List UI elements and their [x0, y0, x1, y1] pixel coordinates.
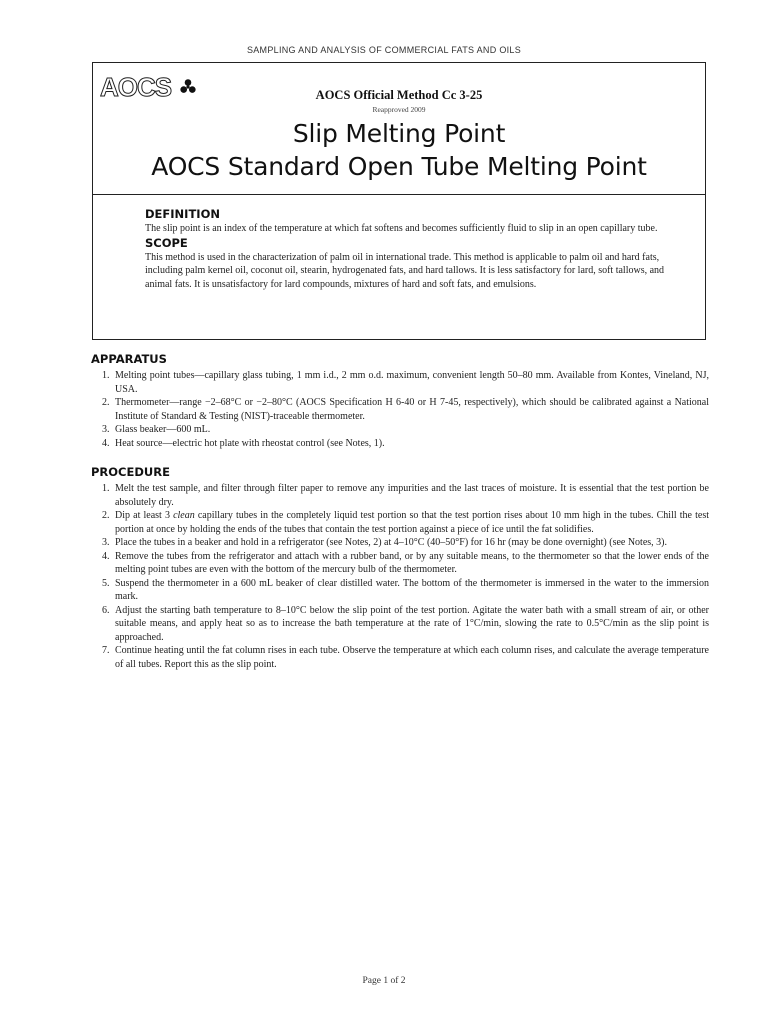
procedure-step-text: Dip at least 3 [115, 510, 174, 521]
procedure-step: 5. Suspend the thermometer in a 600 mL beaker of clear distilled water. The bottom of the thermometer is immersed in the water to the immersion mark. [112, 577, 709, 604]
procedure-step: 1. Melt the test sample, and filter through filter paper to remove any impurities and the last traces of moisture. It is essential that the test portion be absolutely dry. [112, 482, 709, 509]
method-designation: AOCS Official Method Cc 3-25 [315, 88, 483, 102]
apparatus-item: 1. Melting point tubes—capillary glass tubing, 1 mm i.d., 2 mm o.d. maximum, convenient length 50–80 mm. Available from Kontes, Vineland, NJ, USA. [112, 369, 709, 396]
document-subtitle: AOCS Standard Open Tube Melting Point [151, 152, 647, 181]
apparatus-heading: APPARATUS [91, 352, 167, 366]
aocs-logo-text: AOCS [100, 73, 172, 101]
procedure-step: 3. Place the tubes in a beaker and hold in a refrigerator (see Notes, 2) at 4–10°C (40–50°F) for 16 hr (may be done overnight) (see Notes, 3). [112, 536, 709, 550]
procedure-step: 7. Continue heating until the fat column rises in each tube. Observe the temperature at which each column rises, and calculate the average temperature of all tubes. Report this as the slip point. [112, 644, 709, 671]
procedure-section [91, 465, 709, 671]
definition-heading: DEFINITION [145, 207, 220, 221]
procedure-heading: PROCEDURE [91, 465, 170, 479]
procedure-step [112, 509, 709, 536]
apparatus-list [91, 369, 709, 450]
running-head: SAMPLING AND ANALYSIS OF COMMERCIAL FATS AND OILS [246, 45, 522, 55]
definition-text: The slip point is an index of the temperature at which fat softens and becomes sufficiently fluid to slip in an open capillary tube. [145, 223, 658, 234]
method-header-box [92, 62, 706, 195]
apparatus-item: 4. Heat source—electric hot plate with rheostat control (see Notes, 1). [112, 437, 709, 451]
apparatus-item: 2. Thermometer—range −2–68°C or −2–80°C (AOCS Specification H 6-40 or H 7-45, respectively), which should be calibrated against a National Institute of Standard & Testing (NIST)-traceable thermometer. [112, 396, 709, 423]
document-title: Slip Melting Point [292, 119, 506, 148]
page-number: Page 1 of 2 [362, 976, 406, 986]
scope-heading: SCOPE [145, 235, 188, 250]
procedure-step-text: capillary tubes in the completely liquid test portion so that the test portion rises about 10 mm high in the tubes. Chill the test portion at once by holding the ends of the tubes that contain the test portion against a piece of ice until the fat solidifies. [115, 510, 710, 535]
procedure-step: 4. Remove the tubes from the refrigerator and attach with a rubber band, or by any suitable means, to the thermometer so that the lower ends of the melting point tubes are even with the bottom of the mercury bulb of the thermometer. [112, 550, 709, 577]
procedure-step: 6. Adjust the starting bath temperature to 8–10°C below the slip point of the test portion. Agitate the water bath with a small stream of air, or other suitable means, and apply heat so as to increase the bath temperature at the rate of 1°C/min, slowing the rate to 0.5°C/min as the slip point is approached. [112, 604, 709, 645]
apparatus-section [91, 352, 709, 450]
procedure-step-emphasis: clean [173, 510, 195, 521]
reapproved-note: Reapproved 2009 [372, 105, 426, 114]
definition-scope-box [92, 194, 706, 340]
procedure-list [91, 482, 709, 671]
scope-text: This method is used in the characterization of palm oil in international trade. This method is applicable to palm oil and hard fats, including palm kernel oil, coconut oil, stearin, hydrogenated fats, and hard tallows. It is less satisfactory for lard, soft tallows, and animal fats. It is unsatisfactory for lard compounds, mixtures of hard and soft fats, and emulsions. [145, 251, 665, 290]
apparatus-item: 3. Glass beaker—600 mL. [112, 423, 709, 437]
